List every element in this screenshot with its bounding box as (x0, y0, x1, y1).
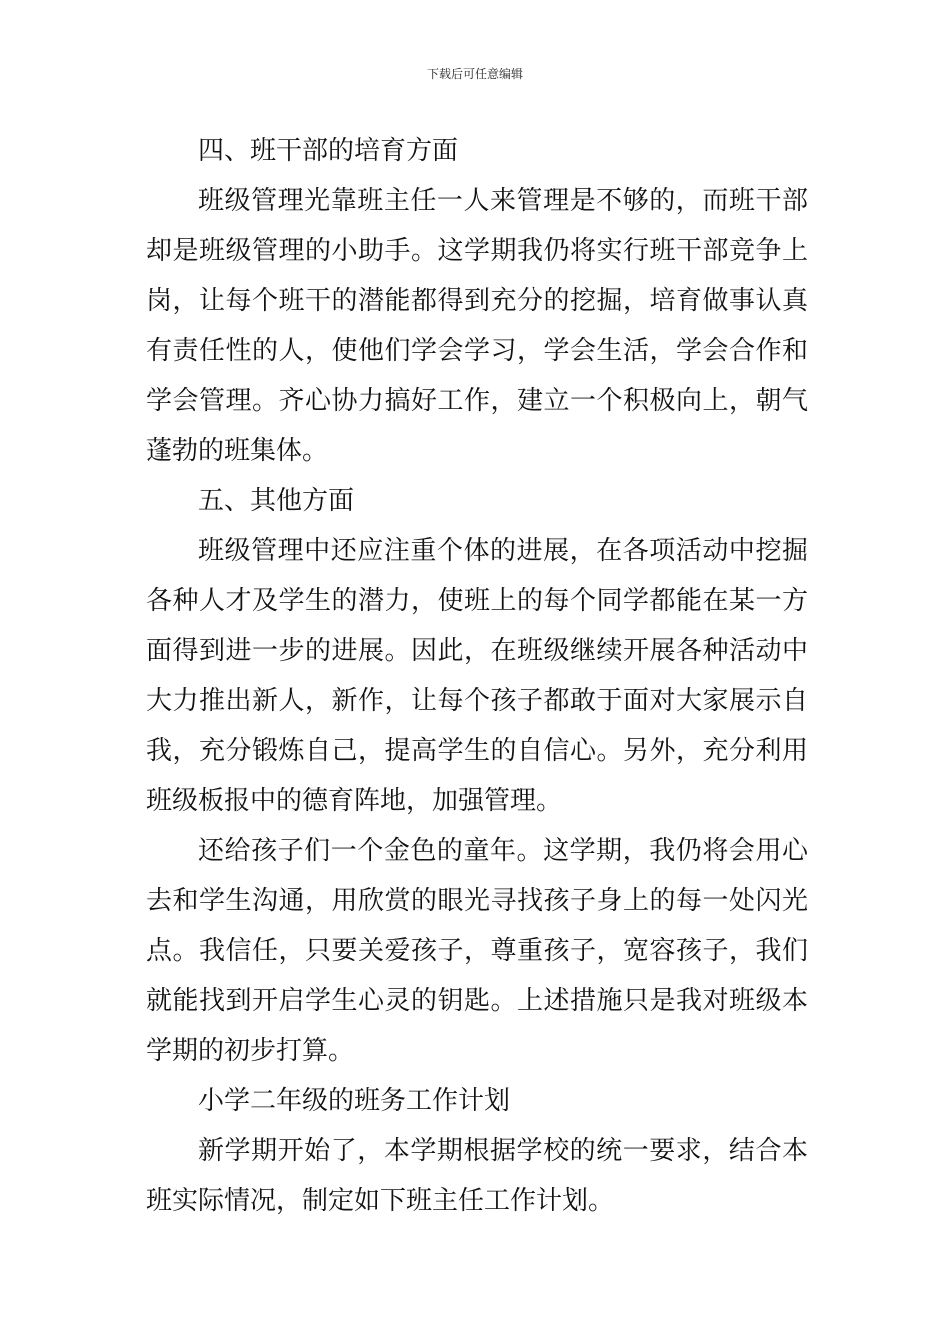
page-header: 下载后可任意编辑 (426, 67, 523, 81)
body-paragraph: 还给孩子们一个金色的童年。这学期，我仍将会用心去和学生沟通，用欣赏的眼光寻找孩子身上的每一处闪光点。我信任，只要关爱孩子，尊重孩子，宽容孩子，我们就能找到开启学生心灵的钥匙。上述措施只是我对班级本学期的初步打算。 (146, 836, 808, 1066)
document-body (146, 126, 808, 1226)
section-heading: 小学二年级的班务工作计划 (198, 1086, 511, 1116)
body-paragraph: 班级管理中还应注重个体的进展，在各项活动中挖掘各种人才及学生的潜力，使班上的每个同学都能在某一方面得到进一步的进展。因此，在班级继续开展各种活动中大力推出新人，新作，让每个孩子都敢于面对大家展示自我，充分锻炼自己，提高学生的自信心。另外，充分利用班级板报中的德育阵地，加强管理。 (146, 536, 808, 816)
body-paragraph: 班级管理光靠班主任一人来管理是不够的，而班干部却是班级管理的小助手。这学期我仍将实行班干部竞争上岗，让每个班干的潜能都得到充分的挖掘，培育做事认真有责任性的人，使他们学会学习，学会生活，学会合作和学会管理。齐心协力搞好工作，建立一个积极向上，朝气蓬勃的班集体。 (146, 186, 808, 466)
section-heading: 五、其他方面 (198, 486, 355, 516)
section-heading: 四、班干部的培育方面 (198, 136, 459, 166)
body-paragraph: 新学期开始了，本学期根据学校的统一要求，结合本班实际情况，制定如下班主任工作计划。 (146, 1136, 808, 1216)
